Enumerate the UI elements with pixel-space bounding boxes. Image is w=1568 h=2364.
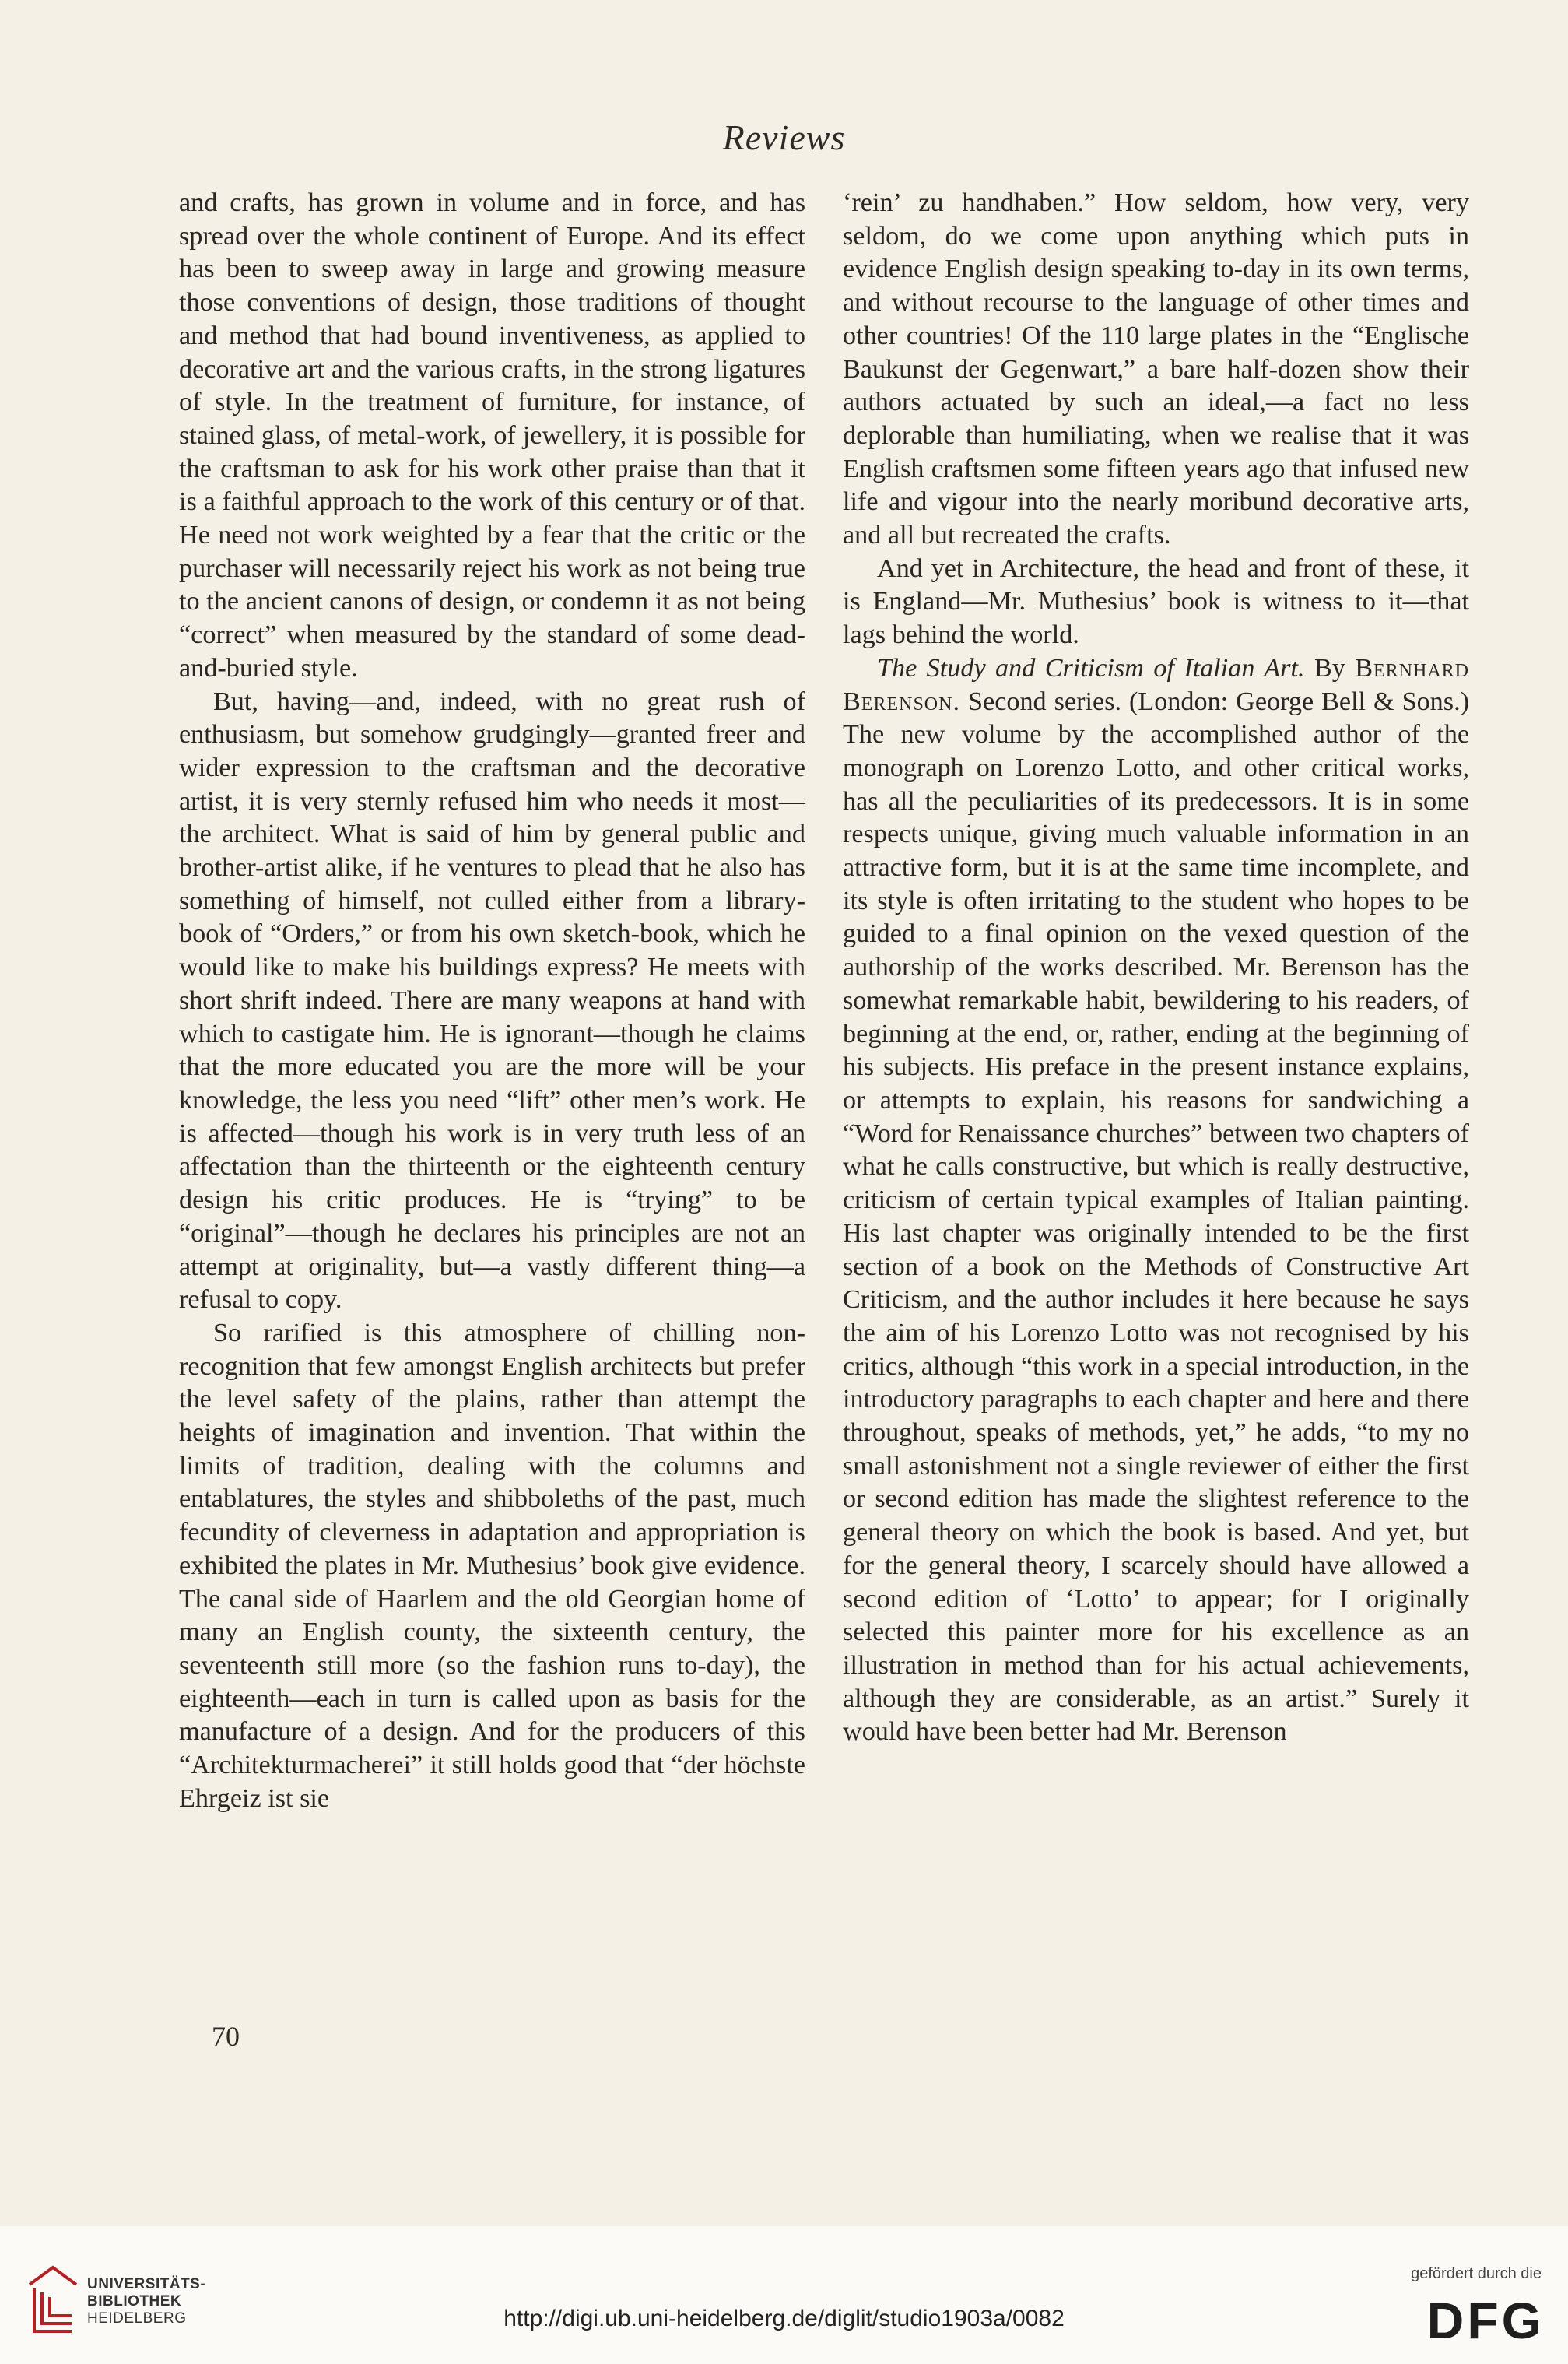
left-paragraph-3: So rarified is this atmosphere of chilling non-recognition that few amongst English architects but prefer the level safety of the plains, rather than attempt the heights of imagination and invention. That within the limits of tradition, dealing with the columns and entablatures, the styles and shibboleths of the past, much fecundity of cleverness in adaptation and appropriation is exhibited the plates in Mr. Muthesius’ book give evidence. The canal side of Haarlem and the old Georgian home of many an English county, the sixteenth century, the seventeenth still more (so the fashion runs to-day), the eighteenth—each in turn is called upon as basis for the manufacture of a design. And for the producers of this “Architekturmacherei” it still holds good that “der höchste Ehrgeiz ist sie [179,1318,805,1813]
review-author: Bernhard Berenson. [843,653,1469,716]
right-paragraph-1: ‘rein’ zu handhaben.” How seldom, how very, very seldom, do we come upon anything which puts in evidence English design speaking to-day in its own terms, and without recourse to the language of other times and other countries! Of the 110 large plates in the “Englische Baukunst der Gegenwart,” a bare half-dozen show their authors actuated by such an ideal,—a fact no less deplorable than humiliating, when we realise that it was English craftsmen some fifteen years ago that infused new life and vigour into the nearly moribund decorative arts, and all but recreated the crafts. [843,188,1469,550]
digitization-footer [0,2226,1568,2364]
funding-note: gefördert durch die [1411,2265,1542,2282]
review-paragraph [843,652,1469,1749]
left-paragraph-2: But, having—and, indeed, with no great rush of enthusiasm, but somehow grudgingly—granted freer and wider expression to the craftsman and the decorative artist, it is very sternly refused him who needs it most—the architect. What is said of him by general public and brother-artist alike, if he ventures to plead that he also has something of himself, not culled either from a library-book of “Orders,” or from his own sketch-book, which he would like to make his buildings express? He meets with short shrift indeed. There are many weapons at hand with which to castigate him. He is ignorant—though he claims that the more educated you are the more will be your knowledge, the less you need “lift” other men’s work. He is affected—though his work is in very truth less of an affectation than the thirteenth or the eighteenth century design his critic produces. He is “trying” to be “original”—though he declares his principles are not an attempt at originality, but—a vastly different thing—a refusal to copy. [179,687,805,1315]
review-by: By [1314,653,1345,683]
source-url-link[interactable]: http://digi.ub.uni-heidelberg.de/diglit/studio1903a/0082 [503,2306,1065,2331]
review-body: Second series. (London: George Bell & Sons.) The new volume by the accomplished author of the monograph on Lorenzo Lotto, and other critical works, has all the peculiarities of its predecessors. It is in some respects unique, giving much valuable information in an attractive form, but it is at the same time incomplete, and its style is often irritating to the student who hopes to be guided to a final opinion on the vexed question of the authorship of the works described. Mr. Berenson has the somewhat remarkable habit, bewildering to his readers, of beginning at the end, or, rather, ending at the beginning of his subjects. His preface in the present instance explains, or attempts to explain, his reasons for sandwiching a “Word for Renaissance churches” between two chapters of what he calls constructive, but which is really destructive, criticism of certain typical examples of Italian painting. His last chapter was originally intended to be the first section of a book on the Methods of Constructive Art Criticism, and the author includes it here because he says the aim of his Lorenzo Lotto was not recognised by his critics, although “this work in a special introduction, in the introductory paragraphs to each chapter and here and there throughout, speaks of methods, yet,” he adds, “to my no small astonishment not a single reviewer of either the first or second edition has made the slightest reference to the general theory on which the book is based. And yet, but for the general theory, I scarcely should have allowed a second edition of ‘Lotto’ to appear; for I originally selected this painter more for his excellence as an illustration in method than for his actual achievements, although they are considerable, as an artist.” Surely it would have been better had Mr. Berenson [843,687,1470,1747]
left-column [179,187,805,1815]
dfg-logo: DFG [1426,2292,1545,2349]
right-paragraph-2: And yet in Architecture, the head and front of these, it is England—Mr. Muthesius’ book is witness to it—that lags behind the world. [843,553,1469,650]
running-title: Reviews [722,118,846,157]
page-number: 70 [212,2021,240,2052]
review-book-title: The Study and Criticism of Italian Art. [877,653,1305,683]
left-paragraph-1: and crafts, has grown in volume and in force, and has spread over the whole continent of Europe. And its effect has been to sweep away in large and growing measure those conventions of design, those traditions of thought and method that had bound inventiveness, as applied to decorative art and the various crafts, in the strong ligatures of style. In the treatment of furniture, for instance, of stained glass, of metal-work, of jewellery, it is possible for the craftsman to ask for his work other praise than that it is a faithful approach to the work of this century or of that. He need not work weighted by a fear that the critic or the purchaser will necessarily reject his work as not being true to the ancient canons of design, or condemn it as not being “correct” when measured by the standard of some dead-and-buried style. [179,188,805,683]
library-name: UNIVERSITÄTS- BIBLIOTHEK HEIDELBERG [87,2276,206,2327]
right-column [843,187,1469,1749]
